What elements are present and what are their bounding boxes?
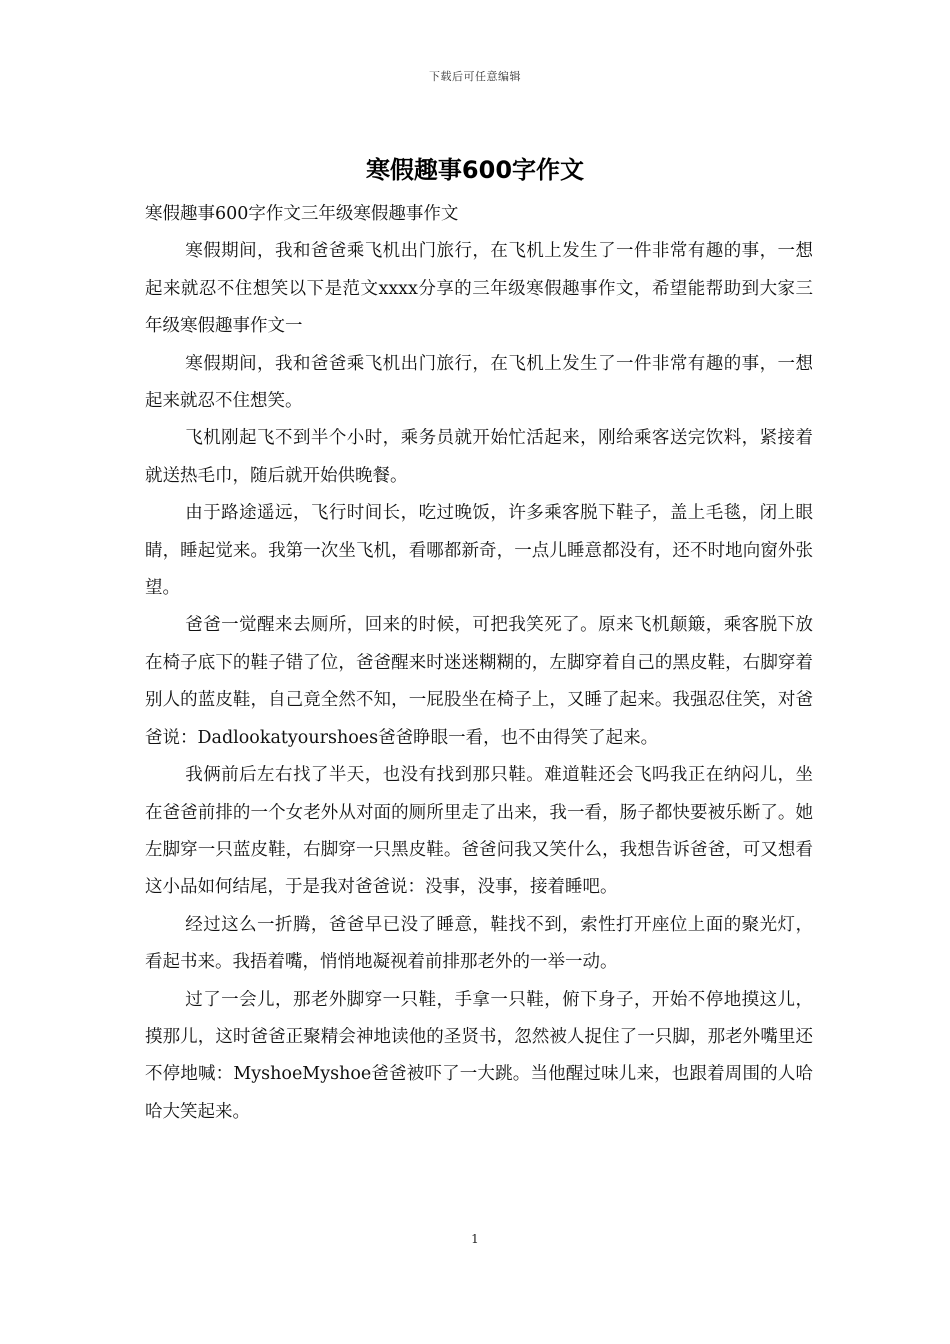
paragraph: 由于路途遥远，飞行时间长，吃过晚饭，许多乘客脱下鞋子，盖上毛毯，闭上眼睛，睡起觉来。我第一次坐飞机，看哪都新奇，一点儿睡意都没有，还不时地向窗外张望。 [145,503,813,599]
page-number: 1 [471,1232,479,1246]
paragraph: 寒假期间，我和爸爸乘飞机出门旅行，在飞机上发生了一件非常有趣的事，一想起来就忍不住想笑。 [145,353,813,412]
paragraph: 过了一会儿，那老外脚穿一只鞋，手拿一只鞋，俯下身子，开始不停地摸这儿，摸那儿，这时爸爸正聚精会神地读他的圣贤书，忽然被人捉住了一只脚，那老外嘴里还不停地喊：MyshoeMyshoe爸爸被吓了一大跳。当他醒过味儿来，也跟着周围的人哈哈大笑起来。 [145,989,813,1122]
paragraph: 爸爸一觉醒来去厕所，回来的时候，可把我笑死了。原来飞机颠簸，乘客脱下放在椅子底下的鞋子错了位，爸爸醒来时迷迷糊糊的，左脚穿着自己的黑皮鞋，右脚穿着别人的蓝皮鞋，自己竟全然不知，一屁股坐在椅子上，又睡了起来。我强忍住笑，对爸爸说：Dadlookatyourshoes爸爸睁眼一看，也不由得笑了起来。 [145,615,813,748]
header-note: 下载后可任意编辑 [429,70,521,83]
paragraph: 经过这么一折腾，爸爸早已没了睡意，鞋找不到，索性打开座位上面的聚光灯，看起书来。我捂着嘴，悄悄地凝视着前排那老外的一举一动。 [145,914,813,973]
paragraph: 我俩前后左右找了半天，也没有找到那只鞋。难道鞋还会飞吗我正在纳闷儿，坐在爸爸前排的一个女老外从对面的厕所里走了出来，我一看，肠子都快要被乐断了。她左脚穿一只蓝皮鞋，右脚穿一只黑皮鞋。爸爸问我又笑什么，我想告诉爸爸，可又想看这小品如何结尾，于是我对爸爸说：没事，没事，接着睡吧。 [145,765,813,898]
paragraph: 寒假期间，我和爸爸乘飞机出门旅行，在飞机上发生了一件非常有趣的事，一想起来就忍不住想笑以下是范文xxxx分享的三年级寒假趣事作文，希望能帮助到大家三年级寒假趣事作文一 [145,241,813,337]
paragraph: 飞机刚起飞不到半个小时，乘务员就开始忙活起来，刚给乘客送完饮料，紧接着就送热毛巾，随后就开始供晚餐。 [145,428,813,486]
document-body [145,196,813,1131]
document-subtitle: 寒假趣事600字作文三年级寒假趣事作文 [145,204,459,224]
document-title: 寒假趣事600字作文 [365,156,585,184]
